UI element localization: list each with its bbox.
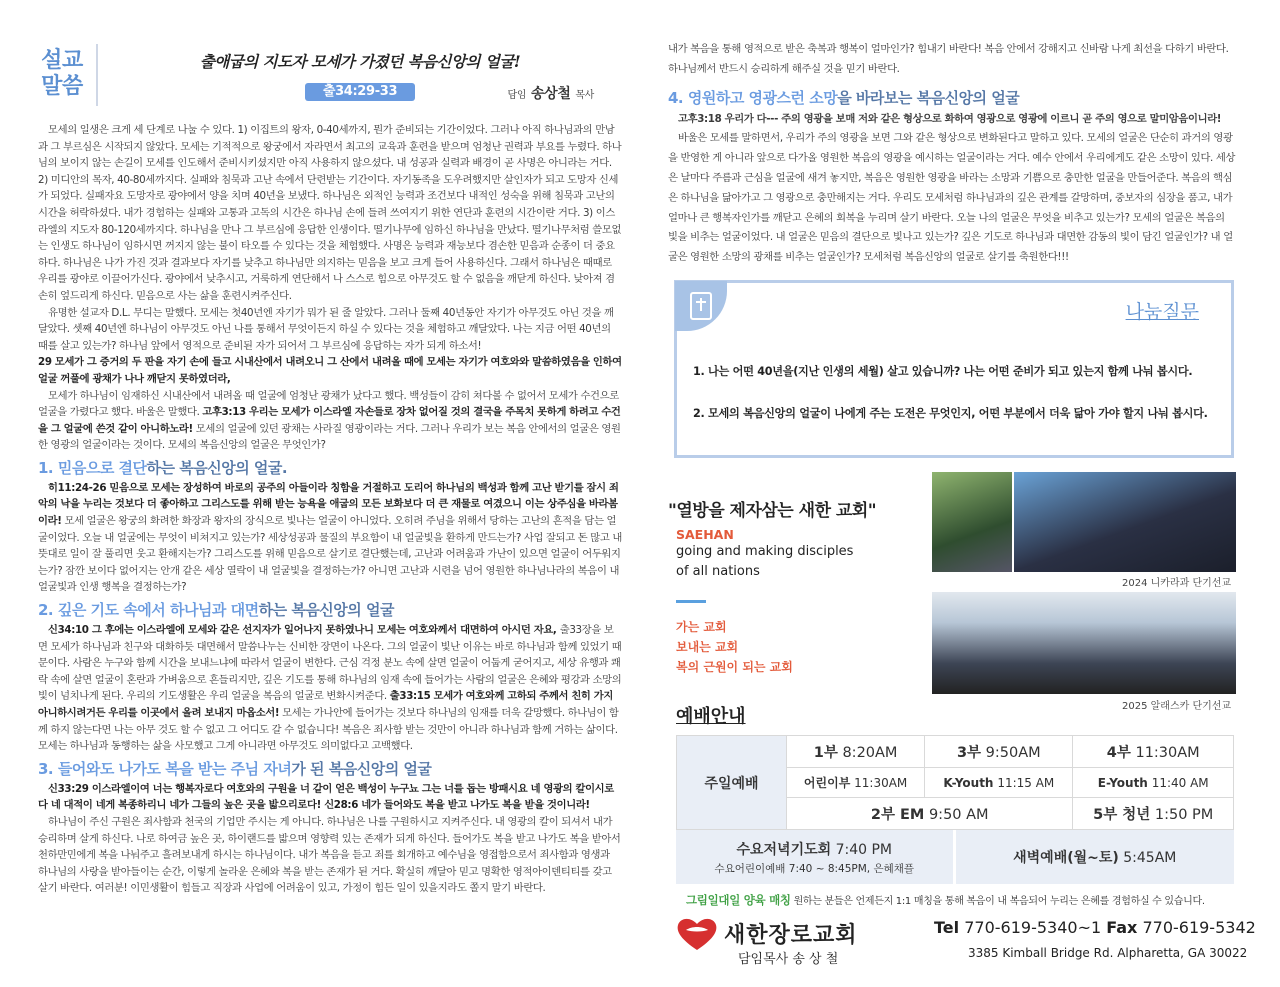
section-1-heading-b: 하는 복음신앙의 얼굴.: [146, 458, 288, 477]
goal-1: 가는 교회: [676, 620, 727, 634]
mission-photo-nicaragua-1: [932, 472, 1012, 572]
question-1: 1. 나는 어떤 40년을(지난 인생의 세월) 살고 있습니까? 나는 어떤 준비가 되고 있는지 함께 나눠 봅시다.: [693, 365, 1193, 378]
eyouth-label: E-Youth: [1097, 775, 1148, 790]
section-4-body: 바울은 모세를 말하면서, 우리가 주의 영광을 보면 그와 같은 형상으로 변화된다고 말하고 있다. 모세의 얼굴은 단순히 과거의 영광을 반영한 게 아니라 앞으로 다가올 영원한 복음의 영광을 예시하는 얼굴이라는 거다. 예수 안에서 우리에게도 같은 소망이 있다. 세상은 날마다 주름과 근심을 얼굴에 새겨 놓지만, 복음은 영원한 영광을 바라는 소망과 기쁨으로 충만한 얼굴을 만들어준다. 복음의 핵심은 하나님을 닮아가고 그 영광으로 충만해지는 거다. 우리도 모세처럼 하나님과의 깊은 관계를 갈망하며, 중보자의 심장을 품고, 내가 얼마나 큰 행복자인가를 깨닫고 은혜의 회복을 누리며 살기 바란다. 오늘 나의 얼굴은 무엇을 비추고 있는가? 모세의 얼굴은 복음의 빛을 비추는 얼굴이었다. 내 얼굴은 믿음의 결단으로 빛나고 있는가? 깊은 기도로 하나님과 대면한 감동의 빛이 담긴 얼굴인가? 내 얼굴은 영원한 소망의 광채를 비추는 얼굴인가? 모세처럼 복음신앙의 얼굴로 살기를 축원한다!!!: [668, 132, 1236, 264]
intro-paragraph-1: 모세의 일생은 크게 세 단계로 나눌 수 있다. 1) 이집트의 왕자, 0-40세까지, 뭔가 준비되는 기간이었다. 그러나 아직 하나님과의 만남과 그 부르심은 시작되지 않았다. 모세는 기적적으로 왕궁에서 자라면서 최고의 교육과 훈련을 받으며 엄청난 권력과 부요를 누렸다. 하나님의 보이지 않는 손길이 모세를 인도해서 준비시키셨지만 아직 사용하지 않으셨다. 내 성공과 실력과 배경이 곧 사명은 아니라는 거다. 2) 미디안의 목자, 40-80세까지다. 실패와 침묵과 고난 속에서 단련받는 기간이다. 자기동족을 도우려했지만 살인자가 되고 도망자 신세가 되었다. 실패자요 도망자로 광야에서 양을 치며 40년을 보냈다. 하나님은 외적인 능력과 조건보다 내적인 성숙을 위해 침묵과 고난의 시간을 허락하셨다. 내가 경험하는 실패와 고통과 고독의 시간은 하나님 손에 들려 쓰여지기 위한 연단과 훈련의 시간이란 거다. 3) 이스라엘의 지도자 80-120세까지다. 하나님을 만나 그 부르심에 응답한 인생이다. 떨기나무에 임하신 하나님을 만났다. 떨기나무처럼 쓸모없는 인생도 하나님이 임하시면 꺼지지 않는 불이 타오를 수 있다는 것을 체험했다. 사명은 능력과 재능보다 겸손한 믿음과 순종이 더 중요하다. 하나님은 나가 가진 것과 결과보다 자기를 낮추고 하나님만 의지하는 믿음을 보고 크게 들어 사용하신다. 그래서 하나님은 때때로 우리를 광야로 이끌어가신다. 광야에서 낮추시고, 거룩하게 연단해서 나 스스로 힘으로 아무것도 할 수 없음을 깨닫게 하신다. 낮아져 겸손히 엎드리게 하신다. 믿음으로 사는 삶을 훈련시켜주신다.: [38, 124, 622, 302]
service-2-em: [787, 798, 1073, 830]
worship-schedule-table: [676, 735, 1234, 830]
footer-pastor: 담임목사 송 상 철: [738, 952, 839, 967]
service-2-em-time: 9:50 AM: [928, 807, 989, 823]
church-address: 3385 Kimball Bridge Rd. Alpharetta, GA 30022: [968, 946, 1248, 960]
service-3-label: 3부: [956, 745, 982, 761]
verse-commentary: [38, 388, 622, 454]
mission-photo-alaska: [932, 592, 1236, 694]
weekday-schedule-table: [676, 830, 1234, 884]
scripture-reference-badge: 출34:29-33: [305, 83, 415, 102]
kids-service: [787, 768, 925, 798]
commentary-verse: 고후3:13 우리는 모세가 이스라엘 자손들로 장차 없어질 것의 결국을 주목치 못하게 하려고 수건을 그 얼굴에 쓴것 같이 아니하노라!: [38, 406, 621, 435]
contact-phone: [934, 918, 1256, 937]
section-4-heading-b: 을 바라보는 복음신앙의 얼굴: [837, 88, 1020, 107]
matching-text: 원하는 분들은 언제든지 1:1 매칭을 통해 복음이 내 복음되어 누리는 은혜를 경험하실 수 있습니다.: [790, 896, 1205, 907]
wednesday-time: 7:40 PM: [835, 841, 893, 858]
fax-label: Fax: [1106, 918, 1138, 937]
section-4-verse: 고후3:18 우리가 다--- 주의 영광을 보매 저와 같은 형상으로 화하여 영광으로 영광에 이르니 곧 주의 영으로 말미암음이니라!: [678, 112, 1222, 125]
kyouth-label: K-Youth: [943, 775, 994, 790]
fax-number: 770-619-5342: [1142, 918, 1256, 937]
service-5-youth: [1073, 798, 1234, 830]
section-2-body-b: 모세는 가나안에 들어가는 것보다 하나님의 임재를 더욱 갈망했다. 하나님이 함께 하지 않는다면 나는 아무 것도 할 수 없고 그 어디도 갈 수 없습니다! 복음은 죄사함 받는 것만이 아니라 하나님과 함께 거하는 삶이다. 모세는 하나님과 동행하는 삶을 사모했고 그게 아니라면 아무것도 의미없다고 고백했다.: [38, 707, 619, 753]
pastor-prefix: 담임: [507, 90, 527, 101]
photo-caption-1: 2024 니카라과 단기선교: [1122, 578, 1232, 589]
section-3-heading-a: 3. 들어와도 나가도 복을 받는 주님 자녀: [38, 759, 292, 778]
pastor-name: 송상철: [531, 86, 571, 102]
service-5-time: 1:50 PM: [1154, 807, 1214, 823]
mission-goals: [676, 617, 918, 677]
sunday-label: 주일예배: [677, 736, 787, 830]
section-3-heading: [38, 759, 622, 779]
mission-title: "열방을 제자삼는 새한 교회": [668, 501, 877, 521]
tel-label: Tel: [934, 918, 960, 937]
section-1-text: [38, 480, 622, 596]
bible-icon: [675, 281, 727, 331]
mission-saehan: SAEHAN: [676, 527, 734, 542]
section-1-body: 모세 얼굴은 왕궁의 화려한 화장과 왕자의 장식으로 빛나는 얼굴이 아니었다. 오히려 주님을 위해서 당하는 고난의 흔적을 담는 얼굴이었다. 오늘 내 얼굴에는 무엇이 비쳐지고 있는가? 세상성공과 물질의 부요함이 내 얼굴빛을 환하게 만드는가? 사업 잘되고 돈 많고 내 뜻대로 일이 잘 풀리면 웃고 환해지는가? 그리스도를 위해 믿음으로 살기로 결단했는데, 고난과 어려움과 가난이 있으면 얼굴이 어두워지는가? 잠깐 보이다 없어지는 안개 같은 세상 열락이 내 얼굴빛을 결정하는가? 아니면 고난과 시련을 넘어 영원한 하나님나라의 복음이 내 얼굴빛과 인생 행복을 결정하는가?: [38, 515, 622, 594]
service-1-time: 8:20AM: [842, 745, 898, 761]
service-4-time: 11:30AM: [1135, 745, 1200, 761]
dawn-time: 5:45AM: [1123, 850, 1177, 866]
sermon-title: 출애굽의 지도자 모세가 가졌던 복음신앙의 얼굴!: [199, 52, 521, 71]
goal-2: 보내는 교회: [676, 640, 739, 654]
section-3-verse: 신33:29 이스라엘이여 너는 행복자로다 여호와의 구원을 너 같이 얻은 백성이 누구뇨 그는 너를 돕는 방패시요 네 영광의 칼이시로다 네 대적이 네게 복종하리니 네가 그들의 높은 곳을 밟으리로다! 신28:6 네가 들어와도 복을 받고 나가도 복을 받을 것이니라!: [38, 782, 614, 812]
eyouth-service: [1073, 768, 1234, 798]
service-4: [1073, 736, 1234, 768]
section-1-verse: 히11:24-26 믿음으로 모세는 장성하여 바로의 공주의 아들이라 칭함을 거절하고 도리어 하나님의 백성과 함께 고난 받기를 잠시 죄악의 낙을 누리는 것보다 더 좋아하고 그리스도를 위해 받는 능욕을 애굽의 모든 보화보다 더 큰 재물로 여겼으니 이는 상주심을 바라봄이라!: [38, 481, 619, 528]
intro-paragraph-2: 유명한 설교자 D.L. 무디는 말했다. 모세는 첫40년엔 자기가 뭐가 된 줄 알았다. 그러나 둘째 40년동안 자기가 아무것도 아닌 것을 깨달았다. 셋째 40년엔 하나님이 아무것도 아닌 나를 통해서 무엇이든지 하실 수 있다는 것을 체험하고 깨달았다. 나는 지금 어떤 40년의 때를 살고 있는가? 하나님 앞에서 영적으로 준비된 자가 되어서 그 부르심에 응답하는 자가 되게 하소서!: [38, 306, 614, 352]
service-1-label: 1부: [813, 745, 838, 761]
kyouth-service: [925, 768, 1073, 798]
wednesday-service: [676, 830, 954, 884]
sermon-column: [38, 44, 622, 897]
heart-logo-icon: [676, 916, 718, 952]
continued-intro: 내가 복음을 통해 영적으로 받은 축복과 행복이 얼마인가? 힘내기 바란다! 복음 안에서 강해지고 신바람 나게 최선을 다하기 바란다. 하나님께서 반드시 승리하게 해주실 것을 믿기 바란다.: [668, 43, 1229, 75]
section-3-body: 하나님이 주신 구원은 죄사함과 천국의 기업만 주시는 게 아니다. 하나님은 나를 구원하시고 지켜주신다. 내 영광의 칼이 되셔서 내가 승리하며 살게 하신다. 나로 하여금 높은 곳, 하이랜드를 밟으며 영향력 있는 존재가 되게 하신다. 들어가도 복을 받고 나가도 복을 받아서 천하만민에게 복을 나눠주고 흘려보내게 하시는 하나님이다. 내가 복음을 듣고 죄를 회개하고 예수님을 영접함으로서 죄사함과 영생과 하나님의 사랑을 받아들이는 순간, 이렇게 놀라운 은혜와 복을 받는 존재가 된 거다. 확실히 깨달아 믿고 명확한 영적아이덴티티를 갖고 살기 바란다. 여러분! 이민생활이 힘들고 직장과 사업에 어려움이 있고, 가정이 힘든 일이 있을지라도 쫄지 말기 바란다.: [38, 815, 621, 895]
label-line1: 설교: [41, 48, 83, 73]
section-2-verse-2: 출33:15 모세가 여호와께 고하되 주께서 친히 가지 아니하시려거든 우리를 이곳에서 올려 보내지 마옵소서!: [38, 690, 613, 719]
mission-divider: [676, 600, 706, 603]
matching-title: 그림일대일 양육 매칭: [686, 893, 791, 907]
service-1: [787, 736, 925, 768]
verse-29: 29 모세가 그 증거의 두 판을 자기 손에 들고 시내산에서 내려오니 그 산에서 내려올 때에 모세는 자기가 여호와와 말씀하였음을 인하여 얼굴 꺼풀에 광채가 나나 깨닫지 못하였더라,: [38, 356, 622, 385]
eyouth-time: 11:40 AM: [1151, 775, 1209, 790]
kids-label: 어린이부: [803, 776, 851, 790]
service-5-label: 5부 청년: [1093, 807, 1151, 823]
photo-caption-2: 2025 알래스카 단기선교: [1122, 701, 1232, 712]
section-2-heading-a: 2. 깊은 기도 속에서 하나님과 대면: [38, 601, 259, 620]
mission-photo-nicaragua-2: [1014, 472, 1236, 572]
section-2-text: [38, 622, 622, 755]
worship-title: 예배안내: [676, 706, 746, 727]
kids-time: 11:30AM: [854, 776, 908, 790]
label-line2: 말씀: [41, 74, 83, 99]
service-3: [925, 736, 1073, 768]
dawn-service: [954, 830, 1234, 884]
section-1-heading-a: 1. 믿음으로 결단: [38, 458, 147, 477]
mission-block: [668, 496, 918, 677]
sermon-continued: [668, 40, 1236, 268]
mission-english-1: going and making disciples: [676, 544, 854, 559]
sermon-label: [38, 44, 98, 106]
section-4-heading-a: 4. 영원하고 영광스런 소망: [668, 88, 838, 107]
section-4-heading: [668, 88, 1236, 108]
commentary-a: 모세가 하나님이 임재하신 시내산에서 내려올 때 얼굴에 엄청난 광채가 났다고 했다. 백성들이 감히 쳐다볼 수 없어서 모세가 수건으로 얼굴을 가렸다고 했다. 바울은 말했다.: [38, 389, 619, 419]
sermon-header: [38, 44, 622, 108]
service-3-time: 9:50AM: [985, 745, 1041, 761]
section-2-body-a: 출33장을 보면 모세가 하나님과 친구와 대화하듯 대면해서 말씀나누는 신비한 장면이 나온다. 그의 얼굴이 빛난 이유는 바로 하나님과 함께 있었기 때문이다. 사람은 누구와 함께 시간을 보내느냐에 따라서 얼굴이 변한다. 근심 걱정 분노 속에 살면 얼굴이 어둡게 굳어지고, 세상 유행과 쾌락 속에 살면 얼굴이 혼란과 가벼움으로 흔들리지만, 깊은 기도를 통해 하나님의 임재 속에 들어가는 사람의 얼굴은 은혜와 평강과 소망의 빛이 넘치나게 된다. 우리의 기도생활은 우리 얼굴을 복음의 얼굴로 변화시켜준다.: [38, 624, 622, 703]
dawn-label: 새벽예배(월~토): [1013, 850, 1119, 866]
church-name: 새한장로교회: [724, 923, 858, 948]
church-logo: [676, 914, 876, 970]
service-4-label: 4부: [1106, 745, 1131, 761]
section-2-heading-b: 하는 복음신앙의 얼굴: [258, 601, 394, 620]
questions-title: 나눔질문: [1125, 301, 1199, 323]
title-area: [98, 44, 622, 101]
section-3-heading-b: 가 된 복음신앙의 얼굴: [291, 759, 432, 778]
pastor-credit: [508, 86, 594, 105]
goal-3: 복의 근원이 되는 교회: [676, 660, 793, 674]
matching-notice: [686, 892, 1205, 908]
pastor-suffix: 목사: [575, 90, 594, 101]
question-2: 2. 모세의 복음신앙의 얼굴이 나에게 주는 도전은 무엇인지, 어떤 부분에서 더욱 닮아 가야 할지 나눠 봅시다.: [693, 407, 1208, 420]
wednesday-kids: 수요어린이예배 7:40 ~ 8:45PM, 은혜채플: [714, 862, 915, 875]
mission-english-2: of all nations: [676, 564, 760, 579]
wednesday-label: 수요저녁기도회: [736, 841, 832, 858]
discussion-questions-box: [674, 280, 1234, 458]
tel-number: 770-619-5340~1: [964, 918, 1102, 937]
kyouth-time: 11:15 AM: [997, 775, 1055, 790]
section-2-heading: [38, 600, 622, 620]
section-1-heading: [38, 458, 622, 478]
service-2-em-label: 2부 EM: [870, 807, 925, 823]
questions-list: [693, 353, 1208, 433]
section-2-verse: 신34:10 그 후에는 이스라엘에 모세와 같은 선지자가 일어나지 못하였나니 모세는 여호와께서 대면하여 아시던 자요,: [48, 624, 560, 637]
commentary-c: 모세의 얼굴에 있던 광채는 사라질 영광이라는 거다. 그러나 우리가 보는 복음 안에서의 얼굴은 영원한 영광의 얼굴이라는 것이다. 모세의 복음신앙의 얼굴은 무엇인가?: [38, 422, 621, 452]
